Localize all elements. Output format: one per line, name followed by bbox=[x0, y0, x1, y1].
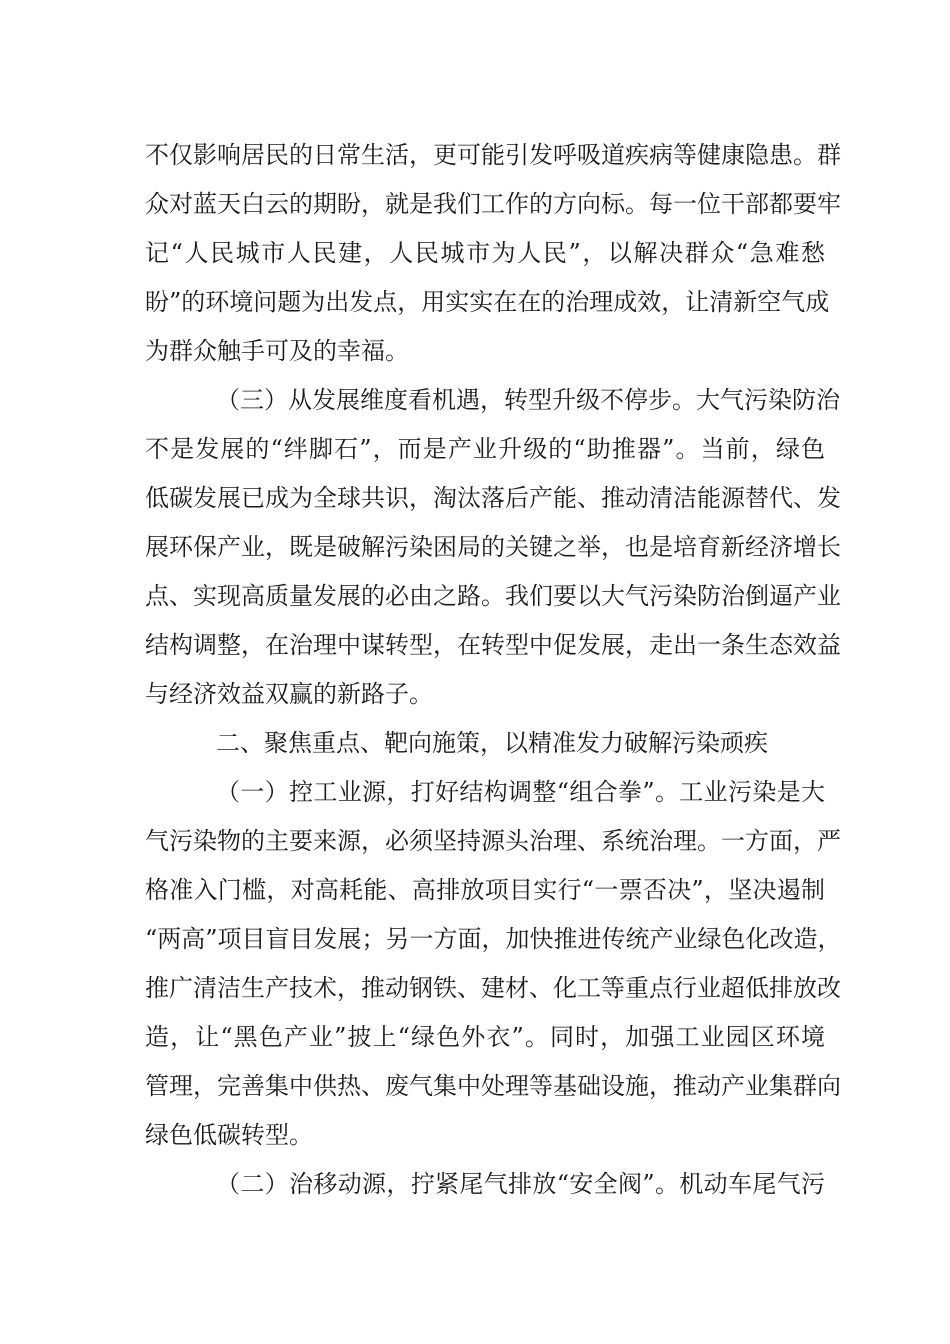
paragraph-line: 不仅影响居民的日常生活，更可能引发呼吸道疾病等健康隐患。群 bbox=[145, 141, 841, 169]
paragraph-line: 气污染物的主要来源，必须坚持源头治理、系统治理。一方面，严 bbox=[145, 827, 841, 855]
paragraph-line: 盼”的环境问题为出发点，用实实在在的治理成效，让清新空气成 bbox=[145, 288, 830, 316]
paragraph-line: （一）控工业源，打好结构调整“组合拳”。工业污染是大 bbox=[216, 778, 825, 806]
paragraph-line: 记“人民城市人民建，人民城市为人民”，以解决群众“急难愁 bbox=[145, 239, 825, 267]
paragraph-line: 与经济效益双赢的新路子。 bbox=[145, 680, 433, 708]
paragraph-line: 格准入门槛，对高耗能、高排放项目实行“一票否决”，坚决遏制 bbox=[145, 876, 825, 904]
paragraph-line: 展环保产业，既是破解污染困局的关键之举，也是培育新经济增长 bbox=[145, 533, 841, 561]
paragraph-line: 绿色低碳转型。 bbox=[145, 1121, 313, 1149]
paragraph-line: 低碳发展已成为全球共识，淘汰落后产能、推动清洁能源替代、发 bbox=[145, 484, 841, 512]
paragraph-line: 造，让“黑色产业”披上“绿色外衣”。同时，加强工业园区环境 bbox=[145, 1023, 825, 1051]
paragraph-line: “两高”项目盲目发展；另一方面，加快推进传统产业绿色化改造， bbox=[145, 925, 842, 953]
section-heading: 二、聚焦重点、靶向施策，以精准发力破解污染顽疾 bbox=[216, 729, 768, 757]
paragraph-line: 推广清洁生产技术，推动钢铁、建材、化工等重点行业超低排放改 bbox=[145, 974, 841, 1002]
paragraph-line: 管理，完善集中供热、废气集中处理等基础设施，推动产业集群向 bbox=[145, 1072, 841, 1100]
paragraph-line: 点、实现高质量发展的必由之路。我们要以大气污染防治倒逼产业 bbox=[145, 582, 841, 610]
paragraph-line: 为群众触手可及的幸福。 bbox=[145, 337, 409, 365]
paragraph-line: （二）治移动源，拧紧尾气排放“安全阀”。机动车尾气污 bbox=[216, 1170, 825, 1198]
paragraph-line: 不是发展的“绊脚石”，而是产业升级的“助推器”。当前，绿色 bbox=[145, 435, 825, 463]
paragraph-line: 众对蓝天白云的期盼，就是我们工作的方向标。每一位干部都要牢 bbox=[145, 190, 841, 218]
paragraph-line: 结构调整，在治理中谋转型，在转型中促发展，走出一条生态效益 bbox=[145, 631, 841, 659]
paragraph-line: （三）从发展维度看机遇，转型升级不停步。大气污染防治 bbox=[216, 386, 840, 414]
